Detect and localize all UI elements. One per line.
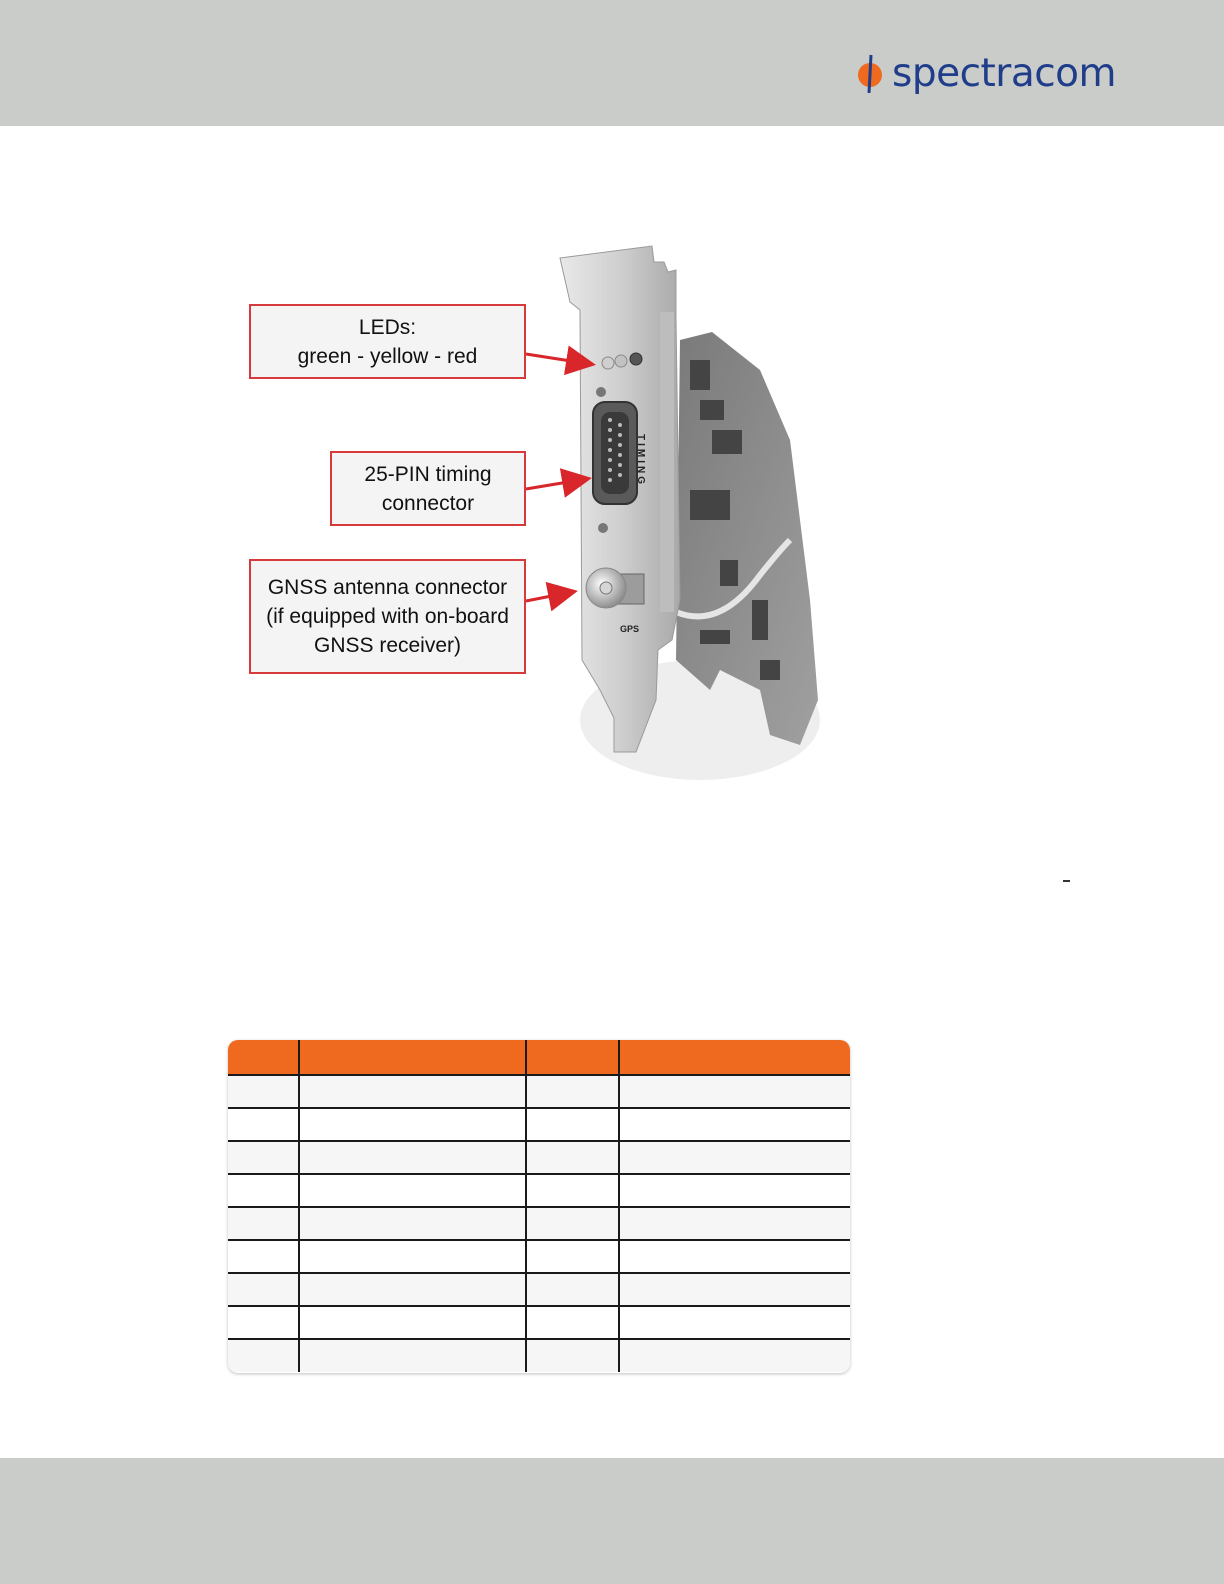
table-cell <box>299 1141 526 1174</box>
logo-wordmark: spectracom <box>892 50 1117 96</box>
led-red <box>630 353 642 365</box>
table-cell <box>228 1075 299 1108</box>
table-cell <box>299 1240 526 1273</box>
screw-top <box>596 387 606 397</box>
table-cell <box>299 1339 526 1372</box>
timing-label: TIMING <box>635 434 646 487</box>
table-cell <box>299 1174 526 1207</box>
table-row <box>228 1141 850 1174</box>
table-cell <box>526 1207 619 1240</box>
header-cell <box>526 1040 619 1075</box>
table-cell <box>299 1273 526 1306</box>
table-cell <box>526 1075 619 1108</box>
screw-bottom <box>598 523 608 533</box>
table-cell <box>228 1339 299 1372</box>
table-cell <box>619 1141 850 1174</box>
header-cell <box>619 1040 850 1075</box>
table-cell <box>228 1174 299 1207</box>
header-cell <box>299 1040 526 1075</box>
table-cell <box>619 1339 850 1372</box>
table-cell <box>228 1108 299 1141</box>
table-cell <box>526 1306 619 1339</box>
table-cell <box>619 1174 850 1207</box>
table-row <box>228 1207 850 1240</box>
callout-gnss-line-2: (if equipped with on-board <box>266 605 509 628</box>
table-row <box>228 1108 850 1141</box>
table-row <box>228 1306 850 1339</box>
table-cell <box>526 1339 619 1372</box>
table-row <box>228 1273 850 1306</box>
callout-timing-line-1: 25-PIN timing <box>364 462 492 486</box>
table-cell <box>526 1240 619 1273</box>
table-cell <box>619 1273 850 1306</box>
callout-leds-line-1: LEDs: <box>358 315 417 339</box>
table-cell <box>228 1141 299 1174</box>
table-cell <box>228 1273 299 1306</box>
table-row <box>228 1339 850 1372</box>
led-yellow <box>615 355 627 367</box>
callout-gnss-line-1: GNSS antenna connector <box>267 576 508 599</box>
table-cell <box>228 1240 299 1273</box>
callout-timing-line-2: connector <box>381 491 475 515</box>
table-cell <box>526 1174 619 1207</box>
table-cell <box>526 1108 619 1141</box>
table-cell <box>619 1108 850 1141</box>
db25-inner <box>601 412 629 494</box>
callout-gnss-antenna <box>249 559 526 674</box>
table-row <box>228 1240 850 1273</box>
sma-center <box>600 582 612 594</box>
header-cell <box>228 1040 299 1075</box>
table-cell <box>526 1273 619 1306</box>
callout-leds-line-2: green - yellow - red <box>297 344 478 368</box>
table-row <box>228 1075 850 1108</box>
arrow-gnss <box>526 592 572 601</box>
table-cell <box>228 1207 299 1240</box>
arrow-timing <box>526 479 586 489</box>
table-cell <box>619 1207 850 1240</box>
page-footer <box>0 1458 1224 1584</box>
table-cell <box>228 1306 299 1339</box>
callout-gnss-line-3: GNSS receiver) <box>313 634 462 657</box>
table-cell <box>526 1141 619 1174</box>
table-cell <box>299 1075 526 1108</box>
callout-leds <box>249 304 526 379</box>
table <box>228 1040 850 1372</box>
callout-timing-connector <box>330 451 526 526</box>
table-cell <box>619 1075 850 1108</box>
bracket-fold-edge <box>660 312 674 612</box>
led-green <box>602 357 614 369</box>
table-row <box>228 1174 850 1207</box>
table-header-row <box>228 1040 850 1075</box>
table-cell <box>299 1306 526 1339</box>
table-cell <box>619 1240 850 1273</box>
table-cell <box>299 1207 526 1240</box>
data-table <box>228 1040 850 1373</box>
table-cell <box>619 1306 850 1339</box>
gps-label: GPS <box>620 624 640 634</box>
stray-dash <box>1063 880 1070 882</box>
table-cell <box>299 1108 526 1141</box>
